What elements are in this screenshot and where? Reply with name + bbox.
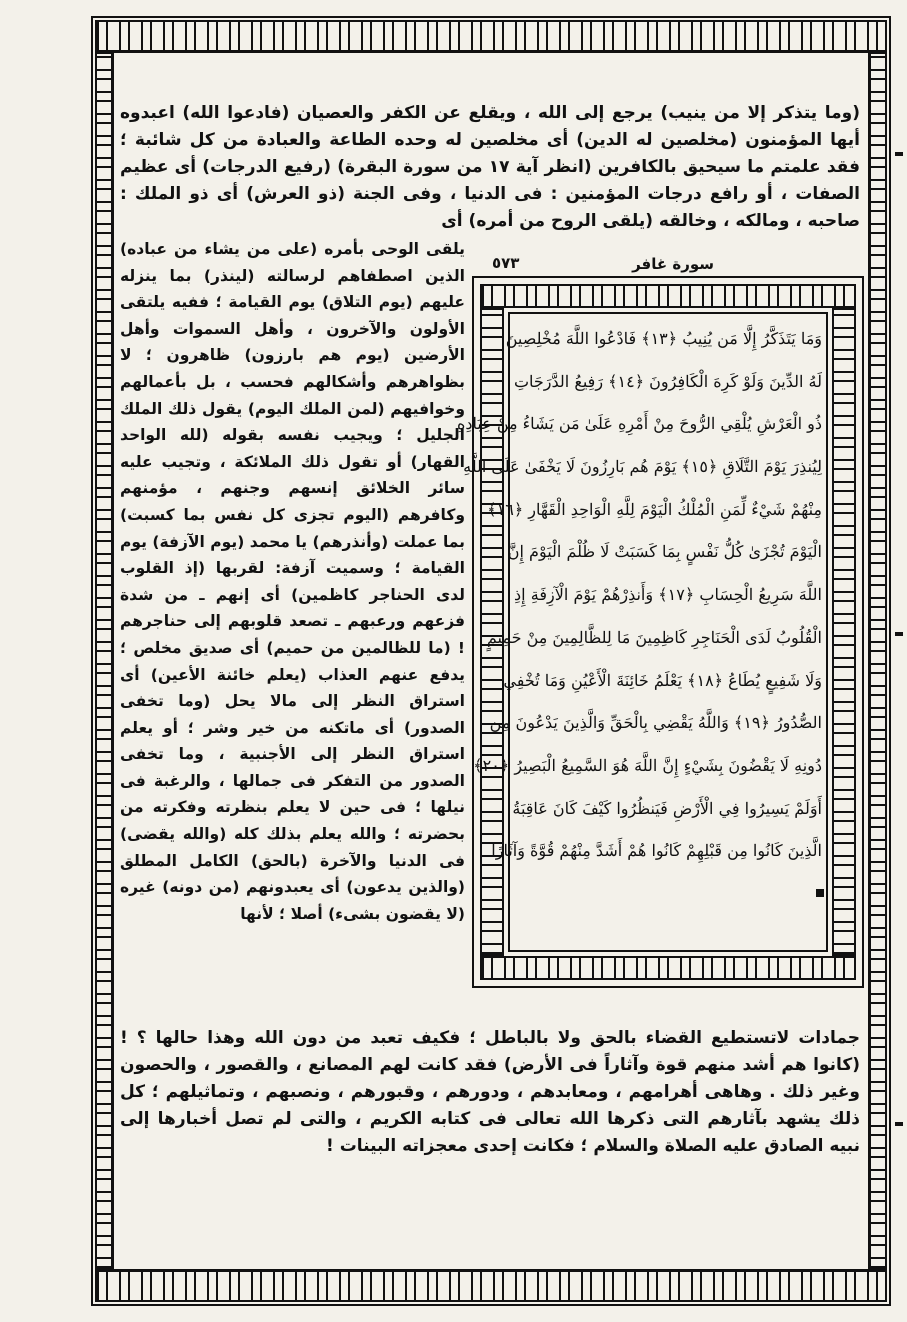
ayah-line: ذُو الْعَرْشِ يُلْقِي الرُّوحَ مِنْ أَمْرِهِ عَلَىٰ مَن يَشَاءُ مِنْ عِبَادِهِ [456,414,822,434]
ayah-line: الْقُلُوبُ لَدَى الْحَنَاجِرِ كَاظِمِينَ مَا لِلظَّالِمِينَ مِنْ حَمِيمٍ [486,627,822,647]
right-ornament-band [869,52,887,1270]
quran-outer-frame [456,276,864,988]
ayah-line: اللَّهَ سَرِيعُ الْحِسَابِ ﴿١٧﴾ وَأَنذِرْهُمْ يَوْمَ الْآزِفَةِ إِذِ [514,585,822,605]
bottom-ornament-band [95,1270,887,1302]
top-ornament-band [95,20,887,52]
ayah-line: الَّذِينَ كَانُوا مِن قَبْلِهِمْ كَانُوا هُمْ أَشَدَّ مِنْهُمْ قُوَّةً وَآثَارًا [491,841,822,861]
margin-mark-icon [895,1122,903,1126]
ayah-line: مِنْهُمْ شَيْءٌ لِّمَنِ الْمُلْكُ الْيَوْمَ لِلَّهِ الْوَاحِدِ الْقَهَّارِ ﴿١٦﴾ [487,499,822,519]
ayah-line: وَمَا يَتَذَكَّرُ إِلَّا مَن يُنِيبُ ﴿١٣﴾ فَادْعُوا اللَّهَ مُخْلِصِينَ [505,329,822,348]
margin-mark-icon [895,632,903,636]
ayah-line: وَلَا شَفِيعٍ يُطَاعُ ﴿١٨﴾ يَعْلَمُ خَائِنَةَ الْأَعْيُنِ وَمَا تُخْفِي [503,670,822,690]
ayah-line: لِيُنذِرَ يَوْمَ التَّلَاقِ ﴿١٥﴾ يَوْمَ هُم بَارِزُونَ لَا يَخْفَىٰ عَلَى اللَّهِ [463,457,822,477]
surah-name: سورة غافر [632,255,714,273]
ayah-lines [456,318,822,873]
commentary-side: يلقى الوحى بأمره (على من يشاء من عباده) الذين اصطفاهم لرسالته (لينذر) بما ينزله عليهم (يوم التلاق) يوم القيامة ؛ ففيه يلتقى الأولون والآخرون ، وأهل السموات وأهل الأرضين (يوم هم بارزون) ظاهرون ؛ لا بظواهرهم وأشكالهم فحسب ، بل بأعمالهم وخوافيهم (لمن الملك اليوم) يقول ذلك الملك الجليل ؛ ويجيب نفسه بقوله (لله الواحد القهار) أو تقول ذلك الملائكة ، وتجيب عليه سائر الخلائق إنسهم وجنهم ، مؤمنهم وكافرهم (اليوم تجزى كل نفس بما كسبت) بما عملت (وأنذرهم) يا محمد (يوم الآزفة) يوم القيامة ؛ وسميت آزفة: لقربها (إذ القلوب لدى الحناجر كاظمين) أى إنهم ـ من شدة فزعهم ورعبهم ـ تصعد قلوبهم إلى حناجرهم ! (ما للظالمين من حميم) أى صديق مخلص ؛ يدفع عنهم العذاب (يعلم خائنة الأعين) أى استراق النظر إلى مالا يحل (وما تخفى الصدور) أى ماتكنه من خير وشر ؛ أو يعلم استراق النظر إلى الأجنبية ، وما تخفى الصدور من التفكر فى جمالها ، والرغبة فى نيلها ؛ فى حين لا يعلم بنظرته وفكرته من بحضرته ؛ والله يعلم بذلك كله (والله يقضى) فى الدنيا والآخرة (بالحق) الكامل المطلق (والذين يدعون) أى يعبدونهم (من دونه) غيره (لا يقضون بشىء) أصلا ؛ لأنها [120,240,465,923]
ayah-line: لَهُ الدِّينَ وَلَوْ كَرِهَ الْكَافِرُونَ ﴿١٤﴾ رَفِيعُ الدَّرَجَاتِ [513,371,822,391]
quran-page [456,254,864,990]
page-number: ٥٧٣ [492,254,520,272]
quran-ornament-top [480,284,856,308]
left-ornament-band [95,52,113,1270]
commentary-bottom: جمادات لاتستطيع القضاء بالحق ولا بالباطل ؛ فكيف تعبد من دون الله وهذا حالها ؟ ! (كانوا هم أشد منهم قوة وآثاراً فى الأرض) فقد كانت لهم المصانع ، والقصور ، والحصون وغير ذلك . وهاهى أهرامهم ، ومعابدهم ، ودورهم ، وقبورهم ، ونصبهم ، وتماثيلهم ؛ كل ذلك يشهد بآثارهم التى ذكرها الله تعالى فى كتابه الكريم ، والتى لم تصل أخبارها إلى نبيه الصادق عليه الصلاة والسلام ؛ فكانت إحدى معجزاته البينات ! [120,1028,860,1156]
ayah-line: دُونِهِ لَا يَقْضُونَ بِشَيْءٍ إِنَّ اللَّهَ هُوَ السَّمِيعُ الْبَصِيرُ ﴿٢٠﴾ [473,755,822,775]
quran-ornament-bottom [480,956,856,980]
quran-text-frame [456,312,828,952]
hizb-marker-icon [816,889,824,897]
quran-header [472,254,864,276]
ayah-line: الصُّدُورُ ﴿١٩﴾ وَاللَّهُ يَقْضِي بِالْحَقِّ وَالَّذِينَ يَدْعُونَ مِن [489,713,822,733]
margin-mark-icon [895,152,903,156]
ayah-line: الْيَوْمَ تُجْزَىٰ كُلُّ نَفْسٍ بِمَا كَسَبَتْ لَا ظُلْمَ الْيَوْمَ إِنَّ [507,542,822,562]
commentary-top: (وما يتذكر إلا من ينيب) يرجع إلى الله ، ويقلع عن الكفر والعصيان (فادعوا الله) اعبدوه أيها المؤمنون (مخلصين له الدين) أى مخلصين له وحده الطاعة والعبادة من كل شائبة ؛ فقد علمتم ما سيحيق بالكافرين (انظر آية ١٧ من سورة البقرة) (رفيع الدرجات) أى عظيم الصفات ، أو رافع درجات المؤمنين : فى الدنيا ، وفى الجنة (ذو العرش) أى ذو الملك : صاحبه ، ومالكه ، وخالقه (يلقى الروح من أمره) أى [120,103,860,231]
ayah-line: أَوَلَمْ يَسِيرُوا فِي الْأَرْضِ فَيَنظُرُوا كَيْفَ كَانَ عَاقِبَةُ [512,798,822,818]
quran-ornament-right [832,308,856,956]
